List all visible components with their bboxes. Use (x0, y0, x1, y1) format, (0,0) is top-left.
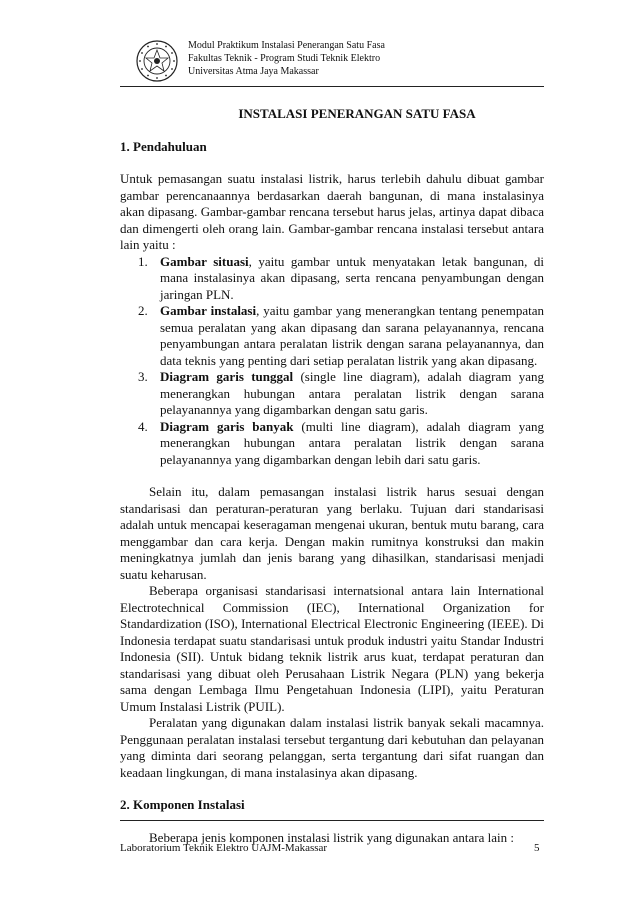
header-text (188, 39, 385, 78)
page-number: 5 (534, 842, 540, 854)
drawing-types-list (120, 254, 544, 469)
footer-divider (120, 820, 544, 821)
section-2-heading: 2. Komponen Instalasi (120, 797, 245, 812)
university-seal-icon (136, 40, 178, 82)
page-content (120, 106, 544, 846)
footer-lab-name: Laboratorium Teknik Elektro UAJM-Makassar (120, 842, 328, 854)
list-item: 2. Gambar instalasi, yaitu gambar yang menerangkan tentang penempatan semua peralatan yang akan dipasang dan sarana pelayanannya, rencana penyambungan antara peralatan listrik dengan sarana pelayanannya, dan data teknis yang penting dari setiap peralatan listrik yang akan dipasang. (138, 303, 544, 368)
header-line-2: Fakultas Teknik - Program Studi Teknik Elektro (188, 53, 381, 64)
section-1-heading: 1. Pendahuluan (120, 138, 207, 154)
list-item: 4. Diagram garis banyak (multi line diagram), adalah diagram yang menerangkan hubungan antara peralatan listrik dengan sarana pelayanannya yang digambarkan dengan lebih dari satu garis. (138, 418, 544, 467)
section-1-intro: Untuk pemasangan suatu instalasi listrik, harus terlebih dahulu dibuat gambar gambar perencanaannya berdasarkan daerah bangunan, di mana instalasinya akan dipasang. Gambar-gambar rencana tersebut harus jelas, artinya dapat dibaca dan dimengerti oleh orang lain. Gambar-gambar rencana instalasi tersebut antara lain yaitu : (120, 171, 544, 252)
paragraph-organizations: Beberapa organisasi standarisasi internatsional antara lain International Electrotechnical Commission (IEC), International Organization for Standardization (ISO), International Electrical Electronic Engineering (IEEE). Di Indonesia terdapat suatu standarisasi untuk produk industri yaitu Standar Industri Indonesia (SII). Untuk bidang teknik listrik arus kuat, terdapat peraturan dan standarisasi yang dibuat oleh Perusahaan Listrik Negara (PLN) yang bekerja sama dengan Lembaga Ilmu Pengetahuan Indonesia (LIPI), yaitu Peraturan Umum Instalasi Listrik (PUIL). (120, 583, 544, 714)
paragraph-equipment: Peralatan yang digunakan dalam instalasi listrik banyak sekali macamnya. Penggunaan peralatan instalasi tersebut tergantung dari kebutuhan dan pelayanan yang diminta dari seorang pelanggan, serta tergantung dari sifat ruangan dan keadaan lingkungan, di mana instalasinya akan dipasang. (120, 715, 544, 780)
paragraph-standards: Selain itu, dalam pemasangan instalasi listrik harus sesuai dengan standarisasi dan peraturan-peraturan yang berlaku. Tujuan dari standarisasi adalah untuk mencapai keseragaman mengenai ukuran, bentuk mutu barang, cara menggambar dan cara kerja. Dengan makin rumitnya konstruksi dan makin meningkatnya jumlah dan jenis barang yang dihasilkan, standarisasi menjadi suatu keharusan. (120, 484, 544, 582)
document-title: INSTALASI PENERANGAN SATU FASA (238, 106, 476, 121)
section-2-intro: Beberapa jenis komponen instalasi listrik yang digunakan antara lain : (149, 829, 514, 845)
list-item: 3. Diagram garis tunggal (single line diagram), adalah diagram yang menerangkan hubungan antara peralatan listrik dengan sarana pelayanannya yang digambarkan dengan satu garis. (138, 369, 544, 417)
header-line-1: Modul Praktikum Instalasi Penerangan Satu Fasa (188, 40, 385, 51)
page-header (120, 36, 544, 87)
list-item: 1. Gambar situasi, yaitu gambar untuk menyatakan letak bangunan, di mana instalasinya akan dipasang, serta rencana penyambungan dengan jaringan PLN. (138, 253, 544, 302)
header-line-3: Universitas Atma Jaya Makassar (188, 66, 319, 77)
